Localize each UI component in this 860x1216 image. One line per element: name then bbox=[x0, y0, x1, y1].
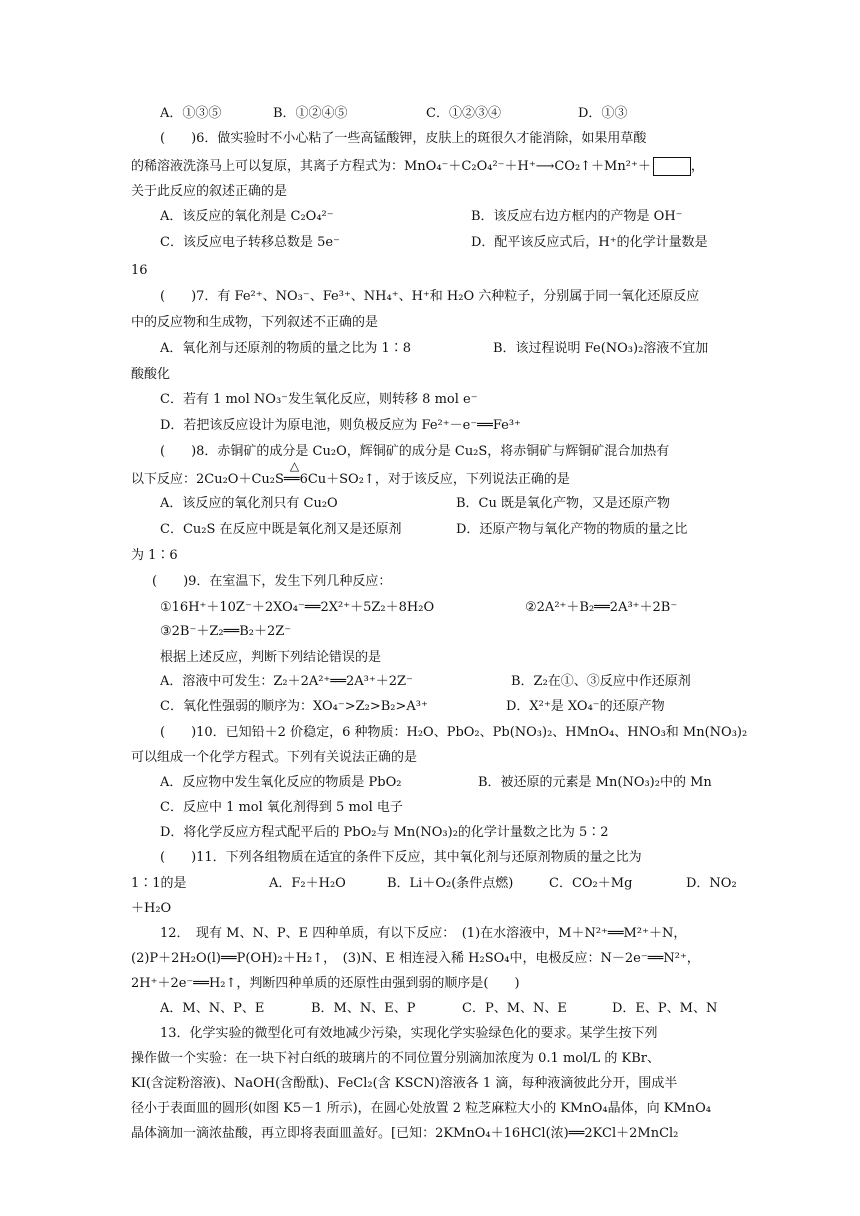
q8-option-b: B．Cu 既是氧化产物，又是还原产物 bbox=[456, 496, 671, 511]
q9-stem-line1: ( )9．在室温下，发生下列几种反应： bbox=[152, 574, 392, 589]
q6-option-c: C．该反应电子转移总数是 5e⁻ bbox=[160, 235, 340, 250]
q8-option-d: D．还原产物与氧化产物的物质的量之比 bbox=[456, 522, 688, 537]
q8-heat-arrow bbox=[283, 459, 300, 488]
q10-stem-line2: 可以组成一个化学方程式。下列有关说法正确的是 bbox=[131, 750, 418, 765]
q7-option-b: B．该过程说明 Fe(NO₃)₂溶液不宜加 bbox=[493, 341, 709, 356]
q7-option-c: C．若有 1 mol NO₃⁻发生氧化反应，则转移 8 mol e⁻ bbox=[160, 392, 478, 407]
q10-option-c: C．反应中 1 mol 氧化剂得到 5 mol 电子 bbox=[160, 800, 403, 815]
q7-stem-line2: 中的反应物和生成物，下列叙述不正确的是 bbox=[131, 315, 379, 330]
q10-option-a: A．反应物中发生氧化反应的物质是 PbO₂ bbox=[160, 775, 402, 790]
q8-option-a: A．该反应的氧化剂只有 Cu₂O bbox=[160, 496, 338, 511]
q8-equals-sign: ══ bbox=[283, 472, 300, 487]
q8-stem-line2 bbox=[131, 459, 731, 488]
q7-option-d: D．若把该反应设计为原电池，则负极反应为 Fe²⁺－e⁻══Fe³⁺ bbox=[160, 418, 521, 433]
q10-stem-line1: ( )10．已知铅＋2 价稳定，6 种物质：H₂O、PbO₂、Pb(NO₃)₂、HMnO₄、HNO₃和 Mn(NO₃)₂ bbox=[160, 725, 748, 740]
q6-stem-line1: ( )6．做实验时不小心粘了一些高锰酸钾，皮肤上的斑很久才能消除，如果用草酸 bbox=[160, 131, 647, 146]
q6-option-b: B．该反应右边方框内的产物是 OH⁻ bbox=[471, 209, 683, 224]
q9-reaction-1: ①16H⁺＋10Z⁻＋2XO₄⁻══2X²⁺＋5Z₂＋8H₂O bbox=[160, 600, 435, 615]
q8-equation-left: 以下反应：2Cu₂O＋Cu₂S bbox=[131, 472, 284, 487]
q5-option-d: D．①③ bbox=[578, 106, 628, 121]
q8-option-c: C．Cu₂S 在反应中既是氧化剂又是还原剂 bbox=[160, 522, 402, 537]
q8-stem-line1: ( )8．赤铜矿的成分是 Cu₂O，辉铜矿的成分是 Cu₂S，将赤铜矿与辉铜矿混合加热有 bbox=[160, 444, 670, 459]
q10-option-d: D．将化学反应方程式配平后的 PbO₂与 Mn(NO₃)₂的化学计量数之比为 5∶2 bbox=[160, 825, 609, 840]
q11-stem-tail: 1∶1的是 bbox=[131, 876, 187, 891]
q6-stem-line3: 关于此反应的叙述正确的是 bbox=[131, 184, 288, 199]
q9-reaction-3: ③2B⁻＋Z₂══B₂＋2Z⁻ bbox=[160, 624, 292, 639]
q7-option-b-continued: 酸酸化 bbox=[131, 367, 171, 382]
q5-option-c: C．①②③④ bbox=[426, 106, 501, 121]
q13-line3: KI(含淀粉溶液)、NaOH(含酚酞)、FeCl₂(含 KSCN)溶液各 1 滴，每种液滴彼此分开，围成半 bbox=[131, 1076, 678, 1091]
q11-stem-line1: ( )11．下列各组物质在适宜的条件下反应，其中氧化剂与还原剂物质的量之比为 bbox=[160, 850, 642, 865]
q13-line1: 13．化学实验的微型化可有效地减少污染，实现化学实验绿色化的要求。某学生按下列 bbox=[160, 1026, 658, 1041]
q11-option-b: B．Li＋O₂(条件点燃) bbox=[387, 876, 514, 891]
q9-option-d: D．X²⁺是 XO₄⁻的还原产物 bbox=[506, 699, 665, 714]
q13-line2: 操作做一个实验：在一块下衬白纸的玻璃片的不同位置分别滴加浓度为 0.1 mol/L 的 KBr、 bbox=[131, 1051, 661, 1066]
q9-option-a: A．溶液中可发生：Z₂＋2A²⁺══2A³⁺＋2Z⁻ bbox=[160, 674, 413, 689]
q11-option-a: A．F₂＋H₂O bbox=[269, 876, 346, 891]
q6-stem-line2 bbox=[131, 157, 731, 176]
q8-option-d-continued: 为 1∶6 bbox=[131, 548, 178, 563]
q7-stem-line1: ( )7．有 Fe²⁺、NO₃⁻、Fe³⁺、NH₄⁺、H⁺和 H₂O 六种粒子，分别属于同一氧化还原反应 bbox=[160, 289, 700, 304]
q12-option-b: B．M、N、E、P bbox=[311, 1001, 416, 1016]
q12-stem-line2: (2)P＋2H₂O(l)══P(OH)₂＋H₂↑， (3)N、E 相连浸入稀 H₂SO₄中，电极反应：N－2e⁻══N²⁺， bbox=[131, 951, 700, 966]
q10-option-b: B．被还原的元素是 Mn(NO₃)₂中的 Mn bbox=[478, 775, 712, 790]
q8-equation-right: 6Cu＋SO₂↑，对于该反应，下列说法正确的是 bbox=[299, 472, 570, 487]
q12-stem-line3: 2H⁺＋2e⁻══H₂↑，判断四种单质的还原性由强到弱的顺序是( ) bbox=[131, 976, 520, 991]
q6-option-a: A．该反应的氧化剂是 C₂O₄²⁻ bbox=[160, 209, 334, 224]
q6-answer-box bbox=[653, 157, 691, 176]
q9-option-c: C．氧化性强弱的顺序为：XO₄⁻>Z₂>B₂>A³⁺ bbox=[160, 699, 428, 714]
q12-option-a: A．M、N、P、E bbox=[160, 1001, 265, 1016]
q5-option-b: B．①②④⑤ bbox=[273, 106, 348, 121]
q6-equation-end: ， bbox=[690, 159, 704, 174]
q12-stem-line1: 12． 现有 M、N、P、E 四种单质，有以下反应： (1)在水溶液中，M＋N²⁺══M²⁺＋N， bbox=[160, 926, 687, 941]
q11-option-d-continued: ＋H₂O bbox=[131, 901, 172, 916]
q13-line5: 晶体滴加一滴浓盐酸，再立即将表面皿盖好。[已知：2KMnO₄＋16HCl(浓)══2KCl＋2MnCl₂ bbox=[131, 1126, 679, 1141]
q6-equation: 的稀溶液洗涤马上可以复原，其离子方程式为：MnO₄⁻＋C₂O₄²⁻＋H⁺⟶CO₂↑＋Mn²⁺＋ bbox=[131, 159, 651, 174]
q11-option-c: C．CO₂＋Mg bbox=[549, 876, 633, 891]
q11-option-d: D．NO₂ bbox=[686, 876, 737, 891]
q5-option-a: A．①③⑤ bbox=[160, 106, 222, 121]
heat-triangle-icon: △ bbox=[289, 459, 300, 473]
q6-option-d: D．配平该反应式后，H⁺的化学计量数是 bbox=[471, 235, 708, 250]
q7-option-a: A．氧化剂与还原剂的物质的量之比为 1∶8 bbox=[160, 341, 412, 356]
q9-reaction-2: ②2A²⁺＋B₂══2A³⁺＋2B⁻ bbox=[525, 600, 678, 615]
q9-stem-line2: 根据上述反应，判断下列结论错误的是 bbox=[160, 650, 382, 665]
q13-line4: 径小于表面皿的圆形(如图 K5－1 所示)，在圆心处放置 2 粒芝麻粒大小的 KMnO₄晶体，向 KMnO₄ bbox=[131, 1101, 711, 1116]
q9-option-b: B．Z₂在①、③反应中作还原剂 bbox=[511, 674, 691, 689]
q6-option-d-continued: 16 bbox=[131, 263, 148, 278]
q12-option-c: C．P、M、N、E bbox=[462, 1001, 567, 1016]
q12-option-d: D．E、P、M、N bbox=[612, 1001, 718, 1016]
